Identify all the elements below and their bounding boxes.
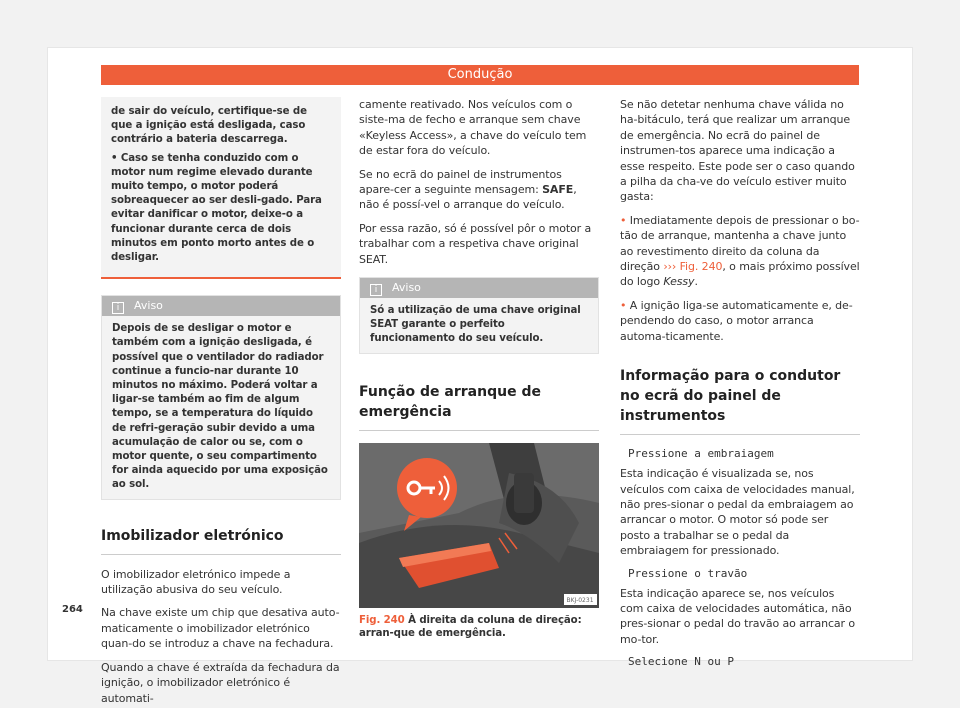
note-text: Só a utilização de uma chave original SEAT garante o perfeito funcionamento do seu veículo.: [370, 305, 581, 345]
column-3: [620, 97, 860, 674]
bullet-item-2: • A ignição liga-se automaticamente e, de-pendendo do caso, o motor arranca automa-ticamente.: [620, 298, 853, 343]
para-keyless: camente reativado. Nos veículos com o siste-ma de fecho e arranque sem chave «Keyless Access», a chave do veículo tem de estar fora do veículo.: [359, 98, 587, 158]
fig-240-link[interactable]: ››› Fig. 240: [663, 260, 723, 274]
note-box-ventilador: [101, 295, 341, 499]
heading-informacao-condutor: Informação para o condutor no ecrã do painel de instrumentos: [620, 366, 860, 435]
info-icon: i: [370, 284, 382, 296]
note-title: Aviso: [134, 299, 163, 313]
steering-column-illustration: [359, 443, 599, 608]
column-1: [101, 97, 341, 708]
para-chave-original: Por essa razão, só é possível pôr o motor a trabalhar com a respetiva chave original SEAT.: [359, 221, 592, 266]
heading-arranque-emergencia: Função de arranque de emergência: [359, 382, 599, 431]
para-imobilizador-3: Quando a chave é extraída da fechadura da ignição, o imobilizador eletrónico é automati-: [101, 660, 340, 705]
column-2: [359, 97, 599, 648]
warning-para-1: de sair do veículo, certifique-se de que a ignição está desligada, caso contrário a bateria descarrega.: [111, 106, 307, 146]
note-text: Depois de se desligar o motor e também com a ignição desligada, é possível que o ventilador do radiador continue a funcio-nar durante 10 minutos no máximo. Poderá voltar a ligar-se também ao fim de algum tempo, se a temperatura do líquido de refri-geração subir devido a uma acumulação de calor ou se, com o motor quente, o seu compartimento for ainda aquecido por uma exposição ao sol.: [112, 323, 328, 491]
note-title: Aviso: [392, 281, 421, 295]
info-icon: i: [112, 302, 124, 314]
note-header: [102, 296, 340, 316]
page-number: 264: [62, 604, 83, 615]
para-imobilizador-1: O imobilizador eletrónico impede a utilização abusiva do seu veículo.: [101, 567, 291, 597]
note-body: [360, 298, 598, 353]
note-box-seat: [359, 277, 599, 354]
para-sem-chave: Se não detetar nenhuma chave válida no ha-bitáculo, terá que realizar um arranque de emergência. No ecrã do painel de instrumen-tos aparece uma indicação a esse respeito. Este pode ser o caso quando a pilha da cha-ve do veículo estiver muito gasta:: [620, 98, 855, 204]
safe-label: SAFE: [542, 183, 574, 197]
para-imobilizador-2: Na chave existe um chip que desativa auto-maticamente o imobilizador eletrónico quan-do se introduz a chave na fechadura.: [101, 606, 340, 651]
warning-para-2: • Caso se tenha conduzido com o motor num regime elevado durante muito tempo, o motor poderá sobreaquecer ao ser desli-gado. Para evitar danificar o motor, deixe-o a funcionar durante cerca de dois minutos em ponto morto antes de o desligar.: [111, 152, 322, 264]
para-travao: Esta indicação aparece se, nos veículos com caixa de velocidades automática, não pres-sionar o pedal do travão ao arrancar o mo-tor.: [620, 586, 856, 646]
message-travao: Pressione o travão: [628, 566, 748, 580]
para-embraiagem: Esta indicação é visualizada se, nos veículos com caixa de velocidades manual, não pres-sionar o pedal da embraiagem ao arrancar o motor. O motor só pode ser posto a trabalhar se o pedal da embraiagem for pressionado.: [620, 467, 855, 558]
note-body: [102, 316, 340, 498]
para-safe: Se no ecrã do painel de instrumentos apare-cer a seguinte mensagem: SAFE, não é possí-vel o arranque do veículo.: [359, 167, 577, 212]
figure-ref: Fig. 240: [359, 614, 405, 626]
note-header: [360, 278, 598, 298]
heading-imobilizador: Imobilizador eletrónico: [101, 526, 341, 555]
section-header: Condução: [101, 65, 859, 85]
bullet-item-1: • Imediatamente depois de pressionar o bo-tão de arranque, mantenha a chave junto ao revestimento direito da coluna da direção ››› Fig. 240, o mais próximo possível do logo Kessy.: [620, 213, 860, 289]
figure-240: [359, 443, 599, 608]
warning-box: [101, 97, 341, 279]
figure-code: BKJ-0231: [566, 596, 594, 604]
message-selecione: Selecione N ou P: [628, 655, 734, 669]
message-embraiagem: Pressione a embraiagem: [628, 447, 774, 461]
figure-caption: Fig. 240 À direita da coluna de direção: arran-que de emergência.: [359, 614, 582, 639]
